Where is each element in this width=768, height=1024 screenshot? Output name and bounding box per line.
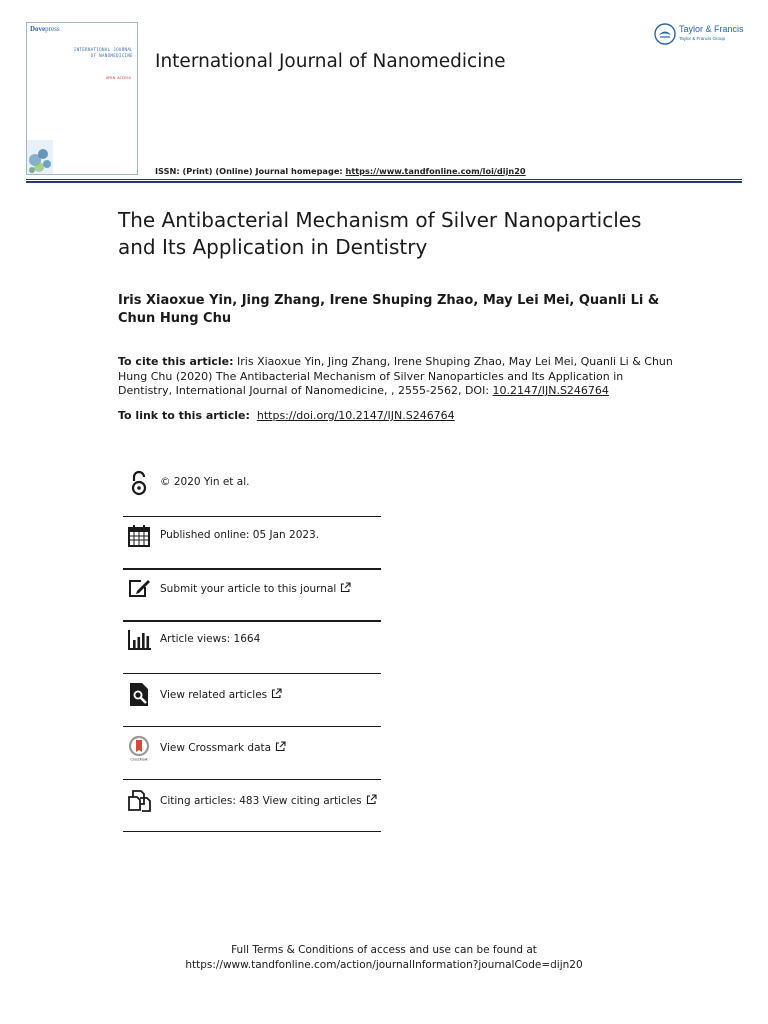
divider bbox=[123, 516, 381, 517]
doi-link[interactable]: 10.2147/IJN.S246764 bbox=[492, 384, 609, 397]
article-title: The Antibacterial Mechanism of Silver Nanoparticles and Its Application in Dentistry bbox=[118, 208, 642, 259]
header-rule bbox=[26, 179, 742, 180]
journal-cover bbox=[26, 22, 138, 175]
header-rule-thick bbox=[26, 181, 742, 183]
cover-artwork bbox=[27, 140, 53, 174]
article-link-line bbox=[118, 409, 678, 422]
article-views: Article views: 1664 bbox=[160, 633, 261, 645]
taylor-francis-emblem-icon bbox=[654, 23, 676, 45]
cover-open-access: OPEN ACCESS bbox=[105, 75, 131, 80]
external-link-icon bbox=[271, 688, 282, 699]
footer-terms-text: Full Terms & Conditions of access and use can be found at bbox=[231, 944, 537, 956]
divider bbox=[123, 831, 381, 832]
article-doi-url[interactable]: https://doi.org/10.2147/IJN.S246764 bbox=[256, 409, 455, 422]
submit-row[interactable] bbox=[123, 576, 381, 616]
published-date: Published online: 05 Jan 2023. bbox=[160, 529, 320, 541]
calendar-icon bbox=[126, 523, 152, 549]
divider bbox=[123, 568, 381, 570]
cover-publisher: Dovepress bbox=[30, 25, 60, 33]
edit-icon bbox=[126, 576, 152, 602]
citing-row[interactable] bbox=[123, 788, 381, 828]
divider bbox=[123, 673, 381, 674]
bar-chart-icon bbox=[126, 627, 152, 653]
article-authors: Iris Xiaoxue Yin, Jing Zhang, Irene Shuping Zhao, May Lei Mei, Quanli Li & Chun Hung Chu bbox=[118, 293, 660, 326]
related-articles-link[interactable]: View related articles bbox=[160, 689, 268, 701]
crossmark-icon bbox=[126, 735, 152, 761]
svg-text:CrossMark: CrossMark bbox=[130, 757, 148, 761]
crossmark-row[interactable] bbox=[123, 735, 381, 775]
open-access-icon bbox=[126, 470, 152, 496]
link-label: To link to this article: bbox=[118, 409, 250, 422]
journal-homepage-link[interactable]: https://www.tandfonline.com/loi/dijn20 bbox=[345, 166, 526, 176]
taylor-francis-logo: Taylor & Francis Taylor & Francis Group bbox=[654, 22, 750, 48]
related-row[interactable] bbox=[123, 682, 381, 722]
external-link-icon bbox=[340, 582, 351, 593]
published-row bbox=[123, 523, 381, 563]
citation-block bbox=[118, 355, 678, 399]
divider bbox=[123, 620, 381, 622]
citing-documents-icon bbox=[126, 788, 152, 814]
copyright-text: © 2020 Yin et al. bbox=[160, 476, 250, 488]
crossmark-link[interactable]: View Crossmark data bbox=[160, 742, 272, 754]
issn-line: ISSN: (Print) (Online) Journal homepage: https://www.tandfonline.com/loi/dijn20 bbox=[155, 166, 526, 176]
external-link-icon bbox=[275, 741, 286, 752]
divider bbox=[123, 726, 381, 727]
footer-terms-url[interactable]: https://www.tandfonline.com/action/journalInformation?journalCode=dijn20 bbox=[185, 958, 583, 971]
copyright-row bbox=[123, 470, 381, 510]
external-link-icon bbox=[366, 794, 377, 805]
search-document-icon bbox=[126, 682, 152, 708]
footer-terms bbox=[0, 943, 768, 972]
cover-journal-name: INTERNATIONAL JOURNAL OF NANOMEDICINE bbox=[73, 47, 133, 58]
divider bbox=[123, 779, 381, 780]
cite-label: To cite this article: bbox=[118, 355, 234, 368]
journal-title: International Journal of Nanomedicine bbox=[155, 51, 506, 72]
submit-article-link[interactable]: Submit your article to this journal bbox=[160, 583, 337, 595]
views-row bbox=[123, 627, 381, 667]
cite-text: Iris Xiaoxue Yin, Jing Zhang, Irene Shuping Zhao, May Lei Mei, Quanli Li & Chun Hung Chu (2020) The Antibacterial Mechanism of Silver Nanoparticles and Its Application in Dentistry, International Journal of Nanomedicine, , 2555-2562, DOI: bbox=[118, 355, 673, 397]
citing-articles-link[interactable]: Citing articles: 483 View citing articles bbox=[160, 795, 362, 807]
